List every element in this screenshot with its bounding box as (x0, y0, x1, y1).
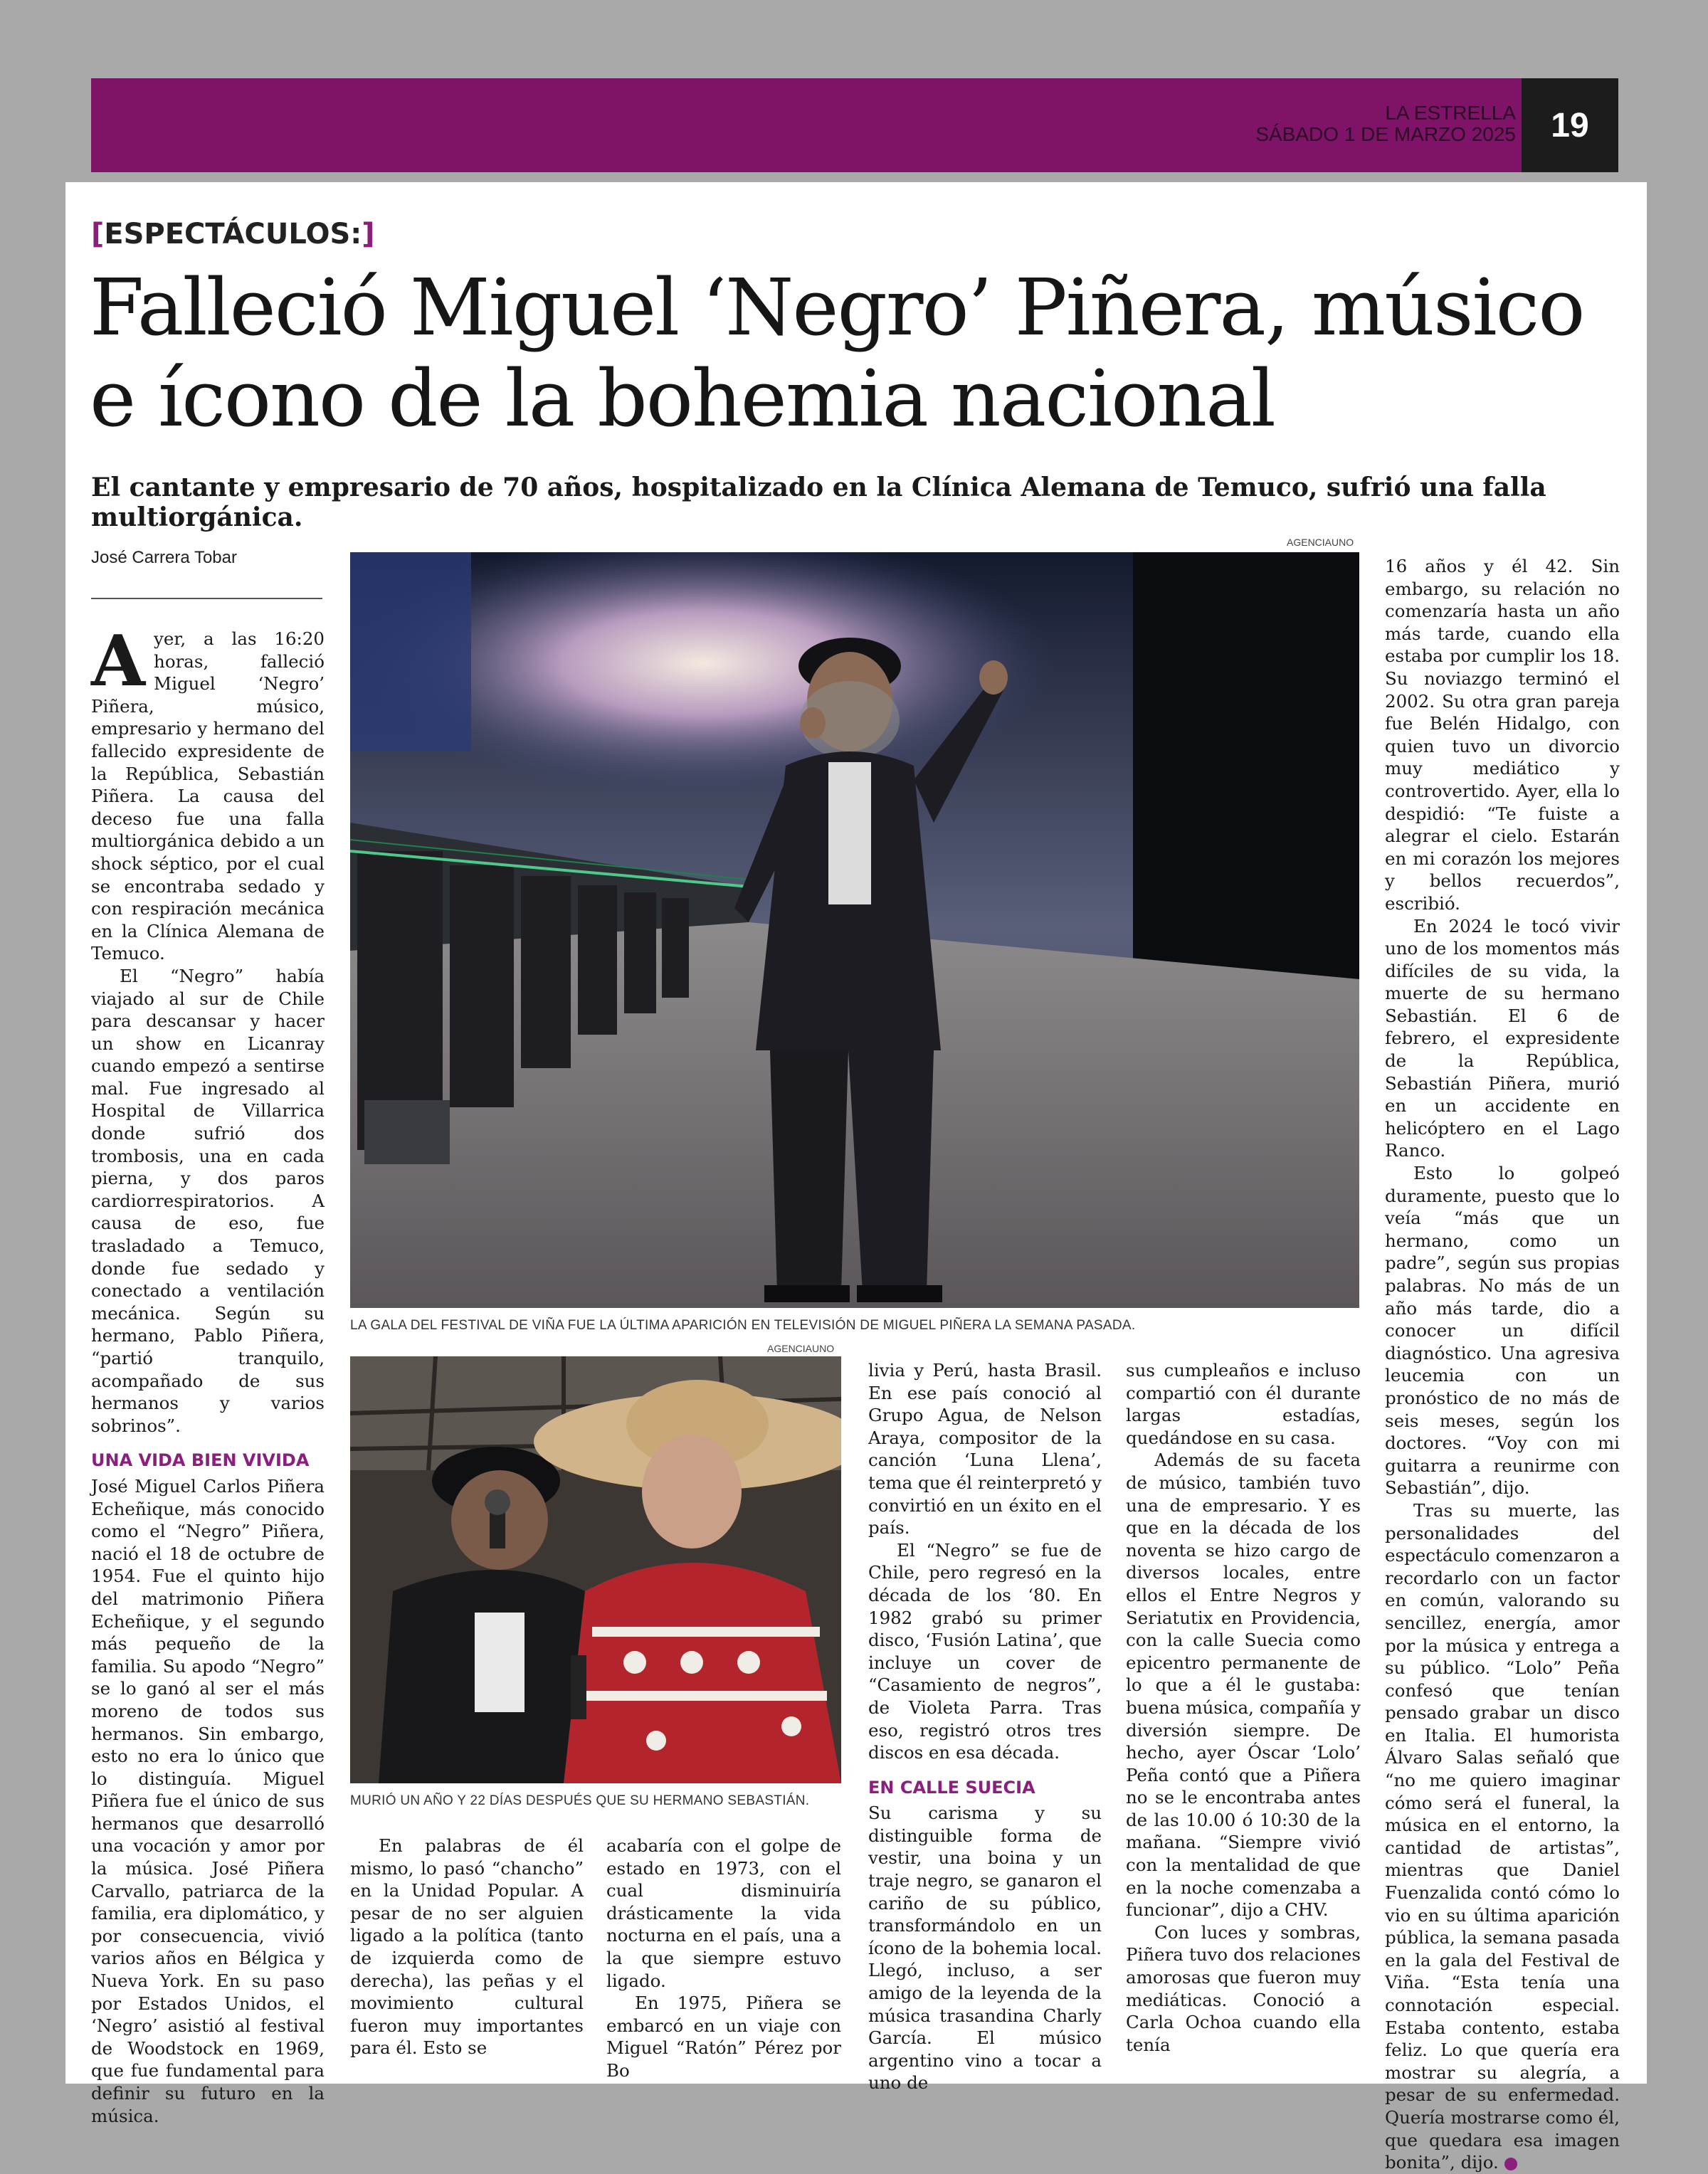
header-masthead (1255, 102, 1516, 145)
section-label-text: ESPECTÁCULOS: (104, 218, 362, 250)
bracket-open: [ (91, 218, 105, 250)
article-column-5 (1126, 1359, 1361, 2056)
article-subtitle: UNA VIDA BIEN VIVIDA (91, 1450, 310, 1471)
subheadline: El cantante y empresario de 70 años, hospitalizado en la Clínica Alemana de Temuco, sufrió una falla multiorgánica. (91, 473, 1546, 532)
drop-cap: A (91, 621, 146, 702)
article-paragraph: Con luces y sombras, Piñera tuvo dos relaciones amorosas que fueron muy mediáticas. Conoció a Carla Ochoa cuando ella tenía (1126, 1921, 1361, 2055)
article-paragraph: 16 años y él 42. Sin embargo, su relación no comenzaría hasta un año más tarde, cuando ella estaba por cumplir los 18. Su noviazgo terminó el 2002. Su otra gran pareja fue Belén Hidalgo, con quien tuvo un divorcio muy mediático y controvertido. Ayer, ella lo despidió: “Te fuiste a alegrar el cielo. Estarán en mi corazón los mejores y bellos recuerdos”, escribió. (1385, 556, 1620, 914)
stage-photo (350, 552, 1359, 1308)
article-subtitle: EN CALLE SUECIA (868, 1777, 1035, 1798)
article-paragraph: En palabras de él mismo, lo pasó “chancho” en la Unidad Popular. A pesar de no ser alguien ligado a la política (tanto de izquierda como de derecha), las peñas y el movimiento cultural fueron muy importantes para él. Esto se (350, 1835, 584, 2059)
article-paragraph: sus cumpleaños e incluso compartió con él durante largas estadías, quedándose en su casa. (1126, 1360, 1361, 1448)
newspaper-name: LA ESTRELLA (1385, 102, 1516, 124)
article-paragraph: Su carisma y su distinguible forma de vestir, una boina y un traje negro, se ganaron el cariño de su público, transformándolo en un ícono de la bohemia local. Llegó, incluso, a ser amigo de la leyenda de la música trasandina Charly García. El músico argentino vino a tocar a uno de (868, 1803, 1102, 2094)
brothers-photo (350, 1356, 841, 1783)
paragraph-text: Tras su muerte, las personalidades del espectáculo comenzaron a recordarlo con un factor en común, valorando su sencillez, energía, amor por la música y entrega a su público. “Lolo” Peña confesó que tenían pensado grabar un disco en Italia. El humorista Álvaro Salas señaló que “no me quiero imaginar cómo será el funeral, la música en el entorno, la cantidad de artistas”, mientras que Daniel Fuenzalida contó cómo lo vio en su última aparición pública, la semana pasada en la gala del Festival de Viña. “Esta tenía una connotación especial. Estaba contento, estaba feliz. Lo que quería era mostrar su alegría, a pesar de su enfermedad. Quería mostrarse como él, que quedara esa imagen bonita”, dijo. (1385, 1499, 1620, 2173)
article-paragraph: livia y Perú, hasta Brasil. En ese país conoció al Grupo Agua, de Nelson Araya, compositor de la canción ‘Luna Llena’, tema que él reinterpretó y convirtió en un éxito en el país. (868, 1360, 1102, 1539)
article-column-6 (1385, 555, 1620, 2174)
page-number: 19 (1522, 78, 1618, 172)
byline-divider (91, 598, 322, 599)
byline: José Carrera Tobar (91, 548, 237, 567)
article-paragraph: En 2024 le tocó vivir uno de los momentos más difíciles de su vida, la muerte de su hermano Sebastián. El 6 de febrero, el expresidente de la República, Sebastián Piñera, murió en un accidente en helicóptero en el Lago Ranco. (1385, 915, 1620, 1161)
headline-line-1: Falleció Miguel ‘Negro’ Piñera, músico (90, 262, 1584, 353)
stage-photo-image (350, 552, 1359, 1308)
article-paragraph: José Miguel Carlos Piñera Echeñique, más conocido como el “Negro” Piñera, nació el 18 de octubre de 1954. Fue el quinto hijo del matrimonio Piñera Echeñique, y el segundo más pequeño de la familia. Su apodo “Negro” se lo ganó al ser el más moreno de todos sus hermanos. Sin embargo, esto no era lo único que lo distinguía. Miguel Piñera fue el único de sus hermanos que desarrolló una vocación y amor por la música. José Piñera Carvallo, patriarca de la familia, era diplomático, y por consecuencia, vivió varios años en Bélgica y Nueva York. En su paso por Estados Unidos, el ‘Negro’ asistió al festival de Woodstock en 1969, que fue fundamental para definir su futuro en la música. (91, 1475, 325, 2126)
article-paragraph: Además de su faceta de músico, también tuvo una de empresario. Y es que en la década de los noventa se hizo cargo de diversos locales, entre ellos el Entre Negros y Seriatutix en Providencia, con la calle Suecia como epicentro permanente de lo que a él le gustaba: buena música, compañía y diversión siempre. De hecho, ayer Óscar ‘Lolo’ Peña contó que a Piñera no se le encontraba antes de las 10.00 ó 10:30 de la mañana. “Siempre vivió con la mentalidad de que en la noche comenzaba a funcionar”, dijo a CHV. (1126, 1450, 1361, 1921)
article-column-3 (606, 1835, 841, 2082)
article-paragraph: acabaría con el golpe de estado en 1973, con el cual disminuiría drásticamente la vida nocturna en el país, una a la que siempre estuvo ligado. (606, 1835, 841, 1991)
article-paragraph: El “Negro” se fue de Chile, pero regresó en la década de los ‘80. En 1982 grabó su primer disco, ‘Fusión Latina’, que incluye un cover de “Casamiento de negros”, de Violeta Parra. Tras eso, registró otros tres discos en esa década. (868, 1539, 1102, 1763)
photo-caption: MURIÓ UN AÑO Y 22 DÍAS DESPUÉS QUE SU HERMANO SEBASTIÁN. (350, 1793, 810, 1808)
photo-caption: LA GALA DEL FESTIVAL DE VIÑA FUE LA ÚLTIMA APARICIÓN EN TELEVISIÓN DE MIGUEL PIÑERA LA SEMANA PASADA. (350, 1318, 1136, 1333)
bracket-close: ] (362, 218, 375, 250)
article-column-4 (868, 1359, 1102, 2094)
end-of-article-icon (1504, 2158, 1517, 2170)
article-paragraph (1385, 1499, 1620, 2174)
headline-line-2: e ícono de la bohemia nacional (90, 353, 1275, 444)
photo-credit: AGENCIAUNO (1287, 537, 1354, 548)
brothers-photo-image (350, 1356, 841, 1783)
paragraph-text: yer, a las 16:20 horas, falleció Miguel ‘Negro’ Piñera, músico, empresario y hermano del fallecido expresidente de la República, Sebastián Piñera. La causa del deceso fue una falla multiorgánica debido a un shock séptico, por el cual se encontraba sedado y con respiración mecánica en la Clínica Alemana de Temuco. (91, 628, 325, 964)
issue-date: SÁBADO 1 DE MARZO 2025 (1255, 123, 1516, 145)
article-paragraph (91, 621, 325, 965)
section-label (91, 218, 375, 250)
article-paragraph: El “Negro” había viajado al sur de Chile para descansar y hacer un show en Licanray cuando empezó a sentirse mal. Fue ingresado al Hospital de Villarrica donde sufrió dos trombosis, una en cada pierna, y dos paros cardiorrespiratorios. A causa de eso, fue trasladado a Temuco, donde fue sedado y conectado a ventilación mecánica. Según su hermano, Pablo Piñera, “partió tranquilo, acompañado de sus hermanos y varios sobrinos”. (91, 965, 325, 1436)
article-column-2 (350, 1835, 584, 2059)
headline (90, 262, 1627, 444)
photo-credit: AGENCIAUNO (767, 1343, 835, 1354)
article-column-1 (91, 621, 325, 2127)
article-paragraph: Esto lo golpeó duramente, puesto que lo veía “más que un hermano, como un padre”, según sus propias palabras. No más de un año más tarde, dio a conocer un difícil diagnóstico. Una agresiva leucemia con un pronóstico de no más de seis meses, según los doctores. “Voy con mi guitarra a reunirme con Sebastián”, dijo. (1385, 1163, 1620, 1499)
article-paragraph: En 1975, Piñera se embarcó en un viaje con Miguel “Ratón” Pérez por Bo (606, 1993, 841, 2081)
